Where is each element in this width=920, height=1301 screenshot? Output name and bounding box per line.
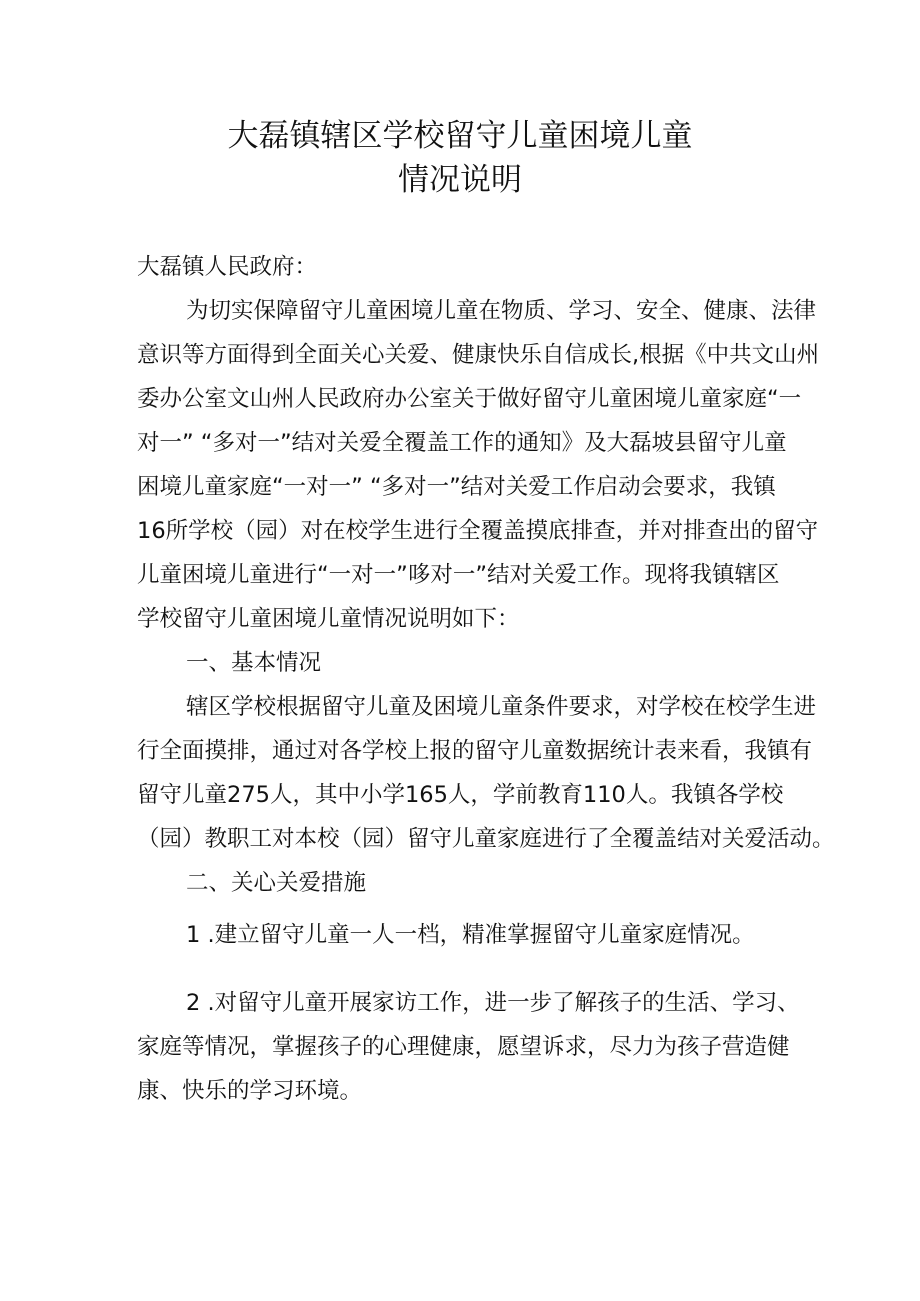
paragraph-line: 辖区学校根据留守儿童及困境儿童条件要求，对学校在校学生进 [186, 694, 817, 720]
paragraph-line: 为切实保障留守儿童困境儿童在物质、学习、安全、健康、法律 [186, 298, 817, 324]
paragraph-line: 学校留守儿童困境儿童情况说明如下： [137, 606, 520, 632]
measure-item-2-line: 康、快乐的学习环境。 [137, 1078, 363, 1104]
paragraph-line: 对一” “多对一”结对关爱全覆盖工作的通知》及大磊坡县留守儿童 [137, 430, 787, 456]
paragraph-line: 委办公室文山州人民政府办公室关于做好留守儿童困境儿童家庭“一 [137, 386, 802, 412]
section-heading-basic-info: 一、基本情况 [186, 650, 322, 676]
salutation: 大磊镇人民政府： [137, 254, 318, 280]
document-title-line-1: 大磊镇辖区学校留守儿童困境儿童 [227, 118, 693, 154]
paragraph-line: 困境儿童家庭“一对一” “多对一”结对关爱工作启动会要求，我镇 [137, 474, 776, 500]
measure-item-1: 1 .建立留守儿童一人一档，精准掌握留守儿童家庭情况。 [186, 922, 755, 948]
paragraph-line: 留守儿童275人，其中小学165人，学前教育110人。我镇各学校 [137, 782, 784, 808]
section-heading-care-measures: 二、关心关爱措施 [186, 870, 367, 896]
paragraph-line: 16所学校（园）对在校学生进行全覆盖摸底排查，并对排查出的留守 [137, 518, 819, 544]
paragraph-line: （园）教职工对本校（园）留守儿童家庭进行了全覆盖结对关爱活动。 [137, 826, 835, 852]
measure-item-2-line: 家庭等情况，掌握孩子的心理健康，愿望诉求，尽力为孩子营造健 [137, 1034, 790, 1060]
paragraph-line: 行全面摸排，通过对各学校上报的留守儿童数据统计表来看，我镇有 [137, 738, 813, 764]
document-title-line-2: 情况说明 [398, 162, 522, 198]
paragraph-line: 儿童困境儿童进行“一对一”哆对一”结对关爱工作。现将我镇辖区 [137, 562, 780, 588]
measure-item-2-line: 2 .对留守儿童开展家访工作，进一步了解孩子的生活、学习、 [186, 990, 800, 1016]
paragraph-line: 意识等方面得到全面关心关爱、健康快乐自信成长,根据《中共文山州 [137, 342, 820, 368]
